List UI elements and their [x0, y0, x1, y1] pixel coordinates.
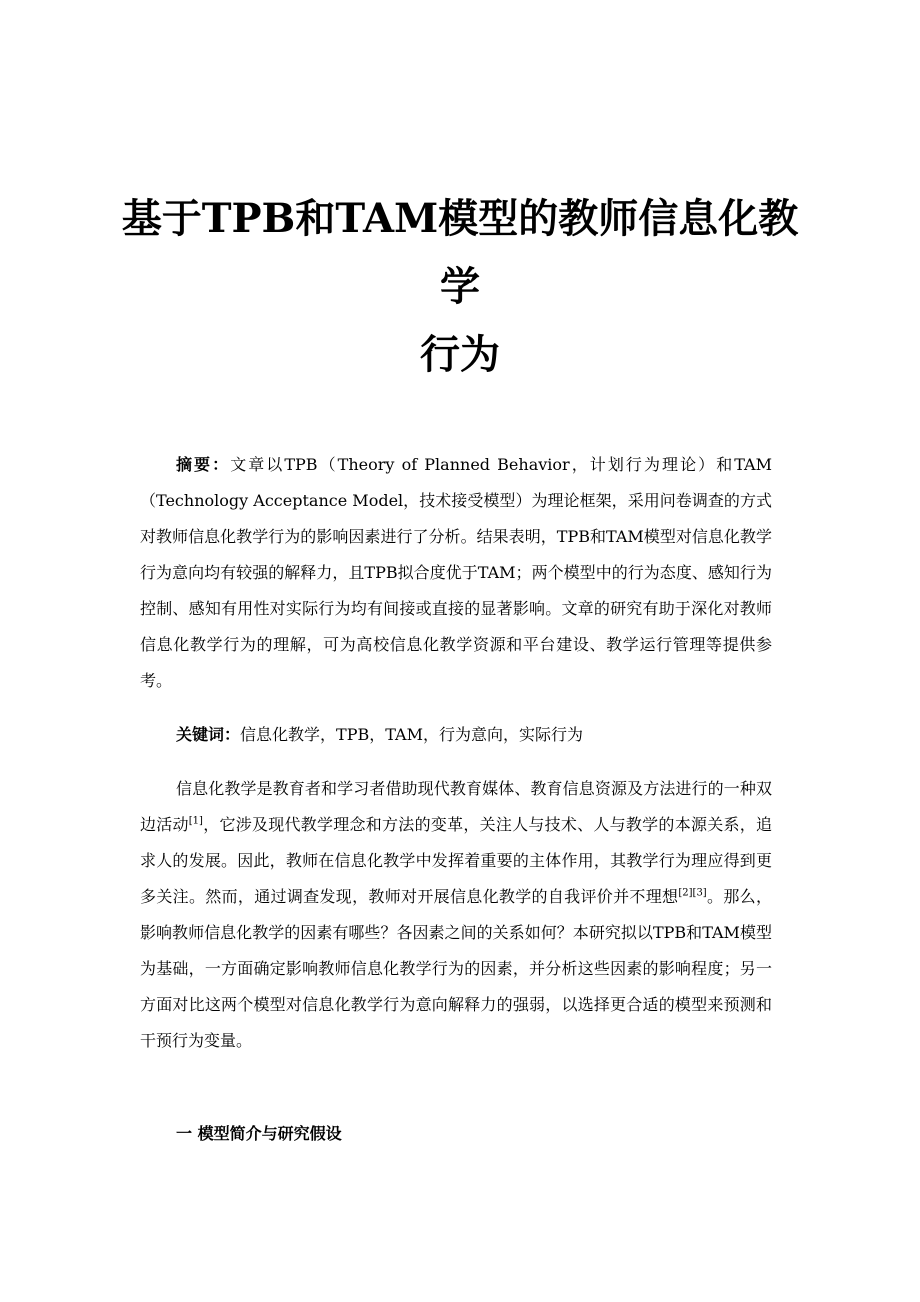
intro-text-part-1: 信息化教学是教育者和学习者借助现代教育媒体、教育信息资源及方法进行的一种双边活动 — [140, 779, 772, 834]
citation-ref-2-3: [2][3] — [678, 887, 707, 899]
keywords-label: 关键词： — [176, 725, 241, 744]
keywords-paragraph — [140, 717, 772, 753]
paper-title — [120, 185, 800, 389]
intro-text-part-3: 。那么，影响教师信息化教学的因素有哪些？各因素之间的关系如何？本研究拟以TPB和TAM模型为基础，一方面确定影响教师信息化教学行为的因素，并分析这些因素的影响程度；另一方面对比这两个模型对信息化教学行为意向解释力的强弱，以选择更合适的模型来预测和干预行为变量。 — [140, 887, 772, 1050]
abstract-text: 文章以TPB（Theory of Planned Behavior，计划行为理论）和TAM（Technology Acceptance Model，技术接受模型）为理论框架，采用问卷调查的方式对教师信息化教学行为的影响因素进行了分析。结果表明，TPB和TAM模型对信息化教学行为意向均有较强的解释力，且TPB拟合度优于TAM；两个模型中的行为态度、感知行为控制、感知有用性对实际行为均有间接或直接的显著影响。文章的研究有助于深化对教师信息化教学行为的理解，可为高校信息化教学资源和平台建设、教学运行管理等提供参考。 — [140, 455, 772, 690]
citation-ref-1: [1] — [188, 815, 203, 827]
keywords-text: 信息化教学，TPB，TAM，行为意向，实际行为 — [240, 725, 583, 744]
abstract-label: 摘要： — [176, 455, 231, 474]
paper-title-line-2: 行为 — [420, 331, 500, 378]
abstract-paragraph — [140, 447, 772, 699]
paper-title-line-1: 基于TPB和TAM模型的教师信息化教学 — [121, 195, 799, 310]
section-heading: 一 模型简介与研究假设 — [176, 1124, 342, 1143]
intro-text-part-2: ，它涉及现代教学理念和方法的变革，关注人与技术、人与教学的本源关系，追求人的发展。因此，教师在信息化教学中发挥着重要的主体作用，其教学行为理应得到更多关注。然而，通过调查发现，教师对开展信息化教学的自我评价并不理想 — [140, 815, 772, 906]
intro-paragraph — [140, 771, 772, 1059]
